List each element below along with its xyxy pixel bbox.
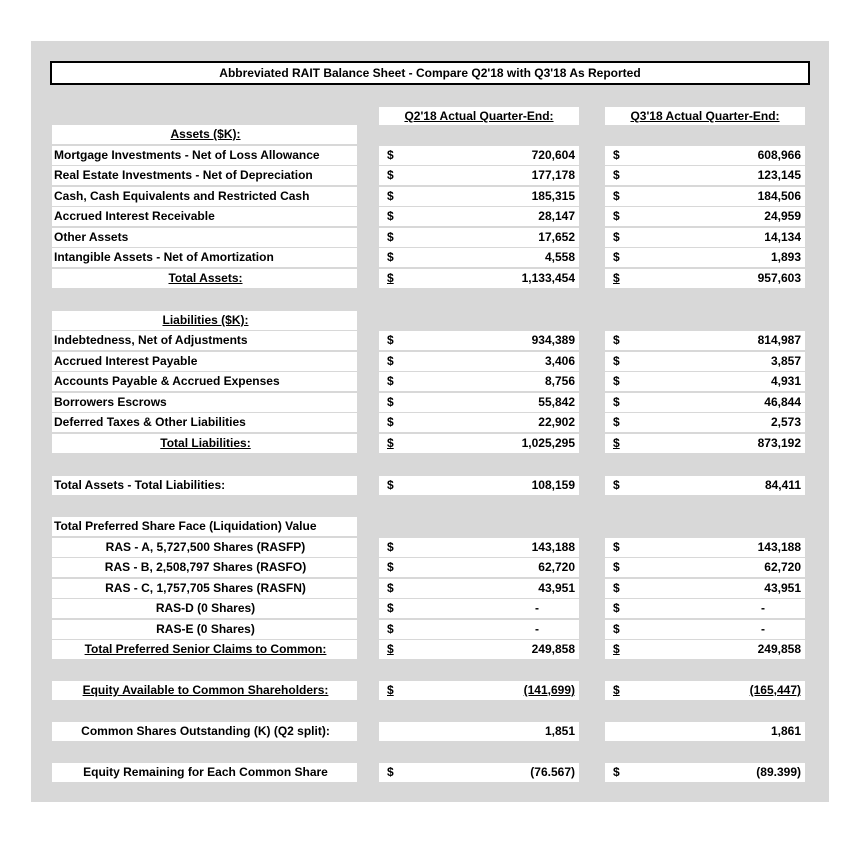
q2-cell: $ 55,842 — [379, 393, 579, 412]
q3-cell: $ 2,573 — [605, 413, 805, 432]
q3-cell: $ 62,720 — [605, 558, 805, 577]
q2-cell: $ 249,858 — [379, 640, 579, 659]
row-label: Common Shares Outstanding (K) (Q2 split): — [52, 722, 357, 741]
row-label: RAS-D (0 Shares) — [52, 599, 357, 618]
table-row — [31, 146, 829, 166]
column-header-q2: Q2'18 Actual Quarter-End: — [379, 107, 579, 125]
liabilities-header: Liabilities ($K): — [52, 311, 357, 330]
q3-cell: $ 4,931 — [605, 372, 805, 391]
q3-cell: $ 184,506 — [605, 187, 805, 206]
table-row — [31, 187, 829, 207]
q3-cell: $ 143,188 — [605, 538, 805, 557]
q3-cell: $ 24,959 — [605, 207, 805, 226]
table-row — [31, 558, 829, 578]
q2-cell: $ 3,406 — [379, 352, 579, 371]
q3-cell: $ 14,134 — [605, 228, 805, 247]
table-row — [31, 248, 829, 268]
q3-cell: $ - — [605, 620, 805, 639]
q2-cell: $ - — [379, 599, 579, 618]
row-label: RAS-E (0 Shares) — [52, 620, 357, 639]
q3-cell: $ 123,145 — [605, 166, 805, 185]
per-share-row — [31, 763, 829, 783]
q3-cell: $ 84,411 — [605, 476, 805, 495]
row-label: Intangible Assets - Net of Amortization — [52, 248, 357, 267]
q2-cell: $ 720,604 — [379, 146, 579, 165]
assets-header-row — [31, 125, 829, 145]
row-label: Total Liabilities: — [52, 434, 357, 453]
q3-cell: $ 1,893 — [605, 248, 805, 267]
liabilities-header-row — [31, 311, 829, 331]
q2-cell: $ (76.567) — [379, 763, 579, 782]
table-row — [31, 579, 829, 599]
q2-cell: $ 185,315 — [379, 187, 579, 206]
table-row — [31, 413, 829, 433]
q3-cell: $ 957,603 — [605, 269, 805, 288]
net-assets-row — [31, 476, 829, 496]
column-header-q3: Q3'18 Actual Quarter-End: — [605, 107, 805, 125]
row-label: Deferred Taxes & Other Liabilities — [52, 413, 357, 432]
q2-cell: $ 934,389 — [379, 331, 579, 350]
row-label: RAS - A, 5,727,500 Shares (RASFP) — [52, 538, 357, 557]
sheet-title: Abbreviated RAIT Balance Sheet - Compare Q2'18 with Q3'18 As Reported — [50, 61, 810, 85]
q2-cell: $ 1,025,295 — [379, 434, 579, 453]
table-row — [31, 228, 829, 248]
row-label: Total Preferred Senior Claims to Common: — [52, 640, 357, 659]
table-row — [31, 352, 829, 372]
table-row — [31, 393, 829, 413]
assets-header: Assets ($K): — [52, 125, 357, 144]
q2-cell: $ 22,902 — [379, 413, 579, 432]
total-liabilities-row — [31, 434, 829, 454]
q3-cell: $ 873,192 — [605, 434, 805, 453]
row-label: Accrued Interest Receivable — [52, 207, 357, 226]
row-label: Cash, Cash Equivalents and Restricted Cash — [52, 187, 357, 206]
q3-cell: $ 43,951 — [605, 579, 805, 598]
q3-cell: $ 46,844 — [605, 393, 805, 412]
q2-cell: $ 4,558 — [379, 248, 579, 267]
q2-cell: $ - — [379, 620, 579, 639]
q3-cell: $ 3,857 — [605, 352, 805, 371]
row-label: Accounts Payable & Accrued Expenses — [52, 372, 357, 391]
q3-cell: $ 814,987 — [605, 331, 805, 350]
q2-cell: $ 43,951 — [379, 579, 579, 598]
table-row — [31, 166, 829, 186]
preferred-header: Total Preferred Share Face (Liquidation) Value — [52, 517, 357, 536]
q2-cell: $ 8,756 — [379, 372, 579, 391]
row-label: RAS - B, 2,508,797 Shares (RASFO) — [52, 558, 357, 577]
row-label: Mortgage Investments - Net of Loss Allowance — [52, 146, 357, 165]
row-label: Equity Available to Common Shareholders: — [52, 681, 357, 700]
table-row — [31, 372, 829, 392]
row-label: Indebtedness, Net of Adjustments — [52, 331, 357, 350]
row-label: Equity Remaining for Each Common Share — [52, 763, 357, 782]
row-label: Total Assets: — [52, 269, 357, 288]
q3-cell: $ - — [605, 599, 805, 618]
table-row — [31, 599, 829, 619]
q3-cell: $ 249,858 — [605, 640, 805, 659]
row-label: RAS - C, 1,757,705 Shares (RASFN) — [52, 579, 357, 598]
table-row — [31, 620, 829, 640]
q3-cell: 1,861 — [605, 722, 805, 741]
table-row — [31, 538, 829, 558]
preferred-header-row — [31, 517, 829, 537]
row-label: Total Assets - Total Liabilities: — [52, 476, 357, 495]
balance-sheet — [31, 41, 829, 802]
q3-cell: $ (89.399) — [605, 763, 805, 782]
row-label: Accrued Interest Payable — [52, 352, 357, 371]
table-row — [31, 207, 829, 227]
q2-cell: $ (141,699) — [379, 681, 579, 700]
total-assets-row — [31, 269, 829, 289]
equity-row — [31, 681, 829, 701]
q3-cell: $ 608,966 — [605, 146, 805, 165]
q2-cell: $ 1,133,454 — [379, 269, 579, 288]
table-row — [31, 331, 829, 351]
q2-cell: $ 108,159 — [379, 476, 579, 495]
total-preferred-row — [31, 640, 829, 660]
shares-row — [31, 722, 829, 742]
q2-cell: $ 143,188 — [379, 538, 579, 557]
q2-cell: 1,851 — [379, 722, 579, 741]
row-label: Other Assets — [52, 228, 357, 247]
row-label: Real Estate Investments - Net of Depreciation — [52, 166, 357, 185]
q2-cell: $ 17,652 — [379, 228, 579, 247]
q2-cell: $ 62,720 — [379, 558, 579, 577]
q2-cell: $ 28,147 — [379, 207, 579, 226]
q2-cell: $ 177,178 — [379, 166, 579, 185]
q3-cell: $ (165,447) — [605, 681, 805, 700]
row-label: Borrowers Escrows — [52, 393, 357, 412]
